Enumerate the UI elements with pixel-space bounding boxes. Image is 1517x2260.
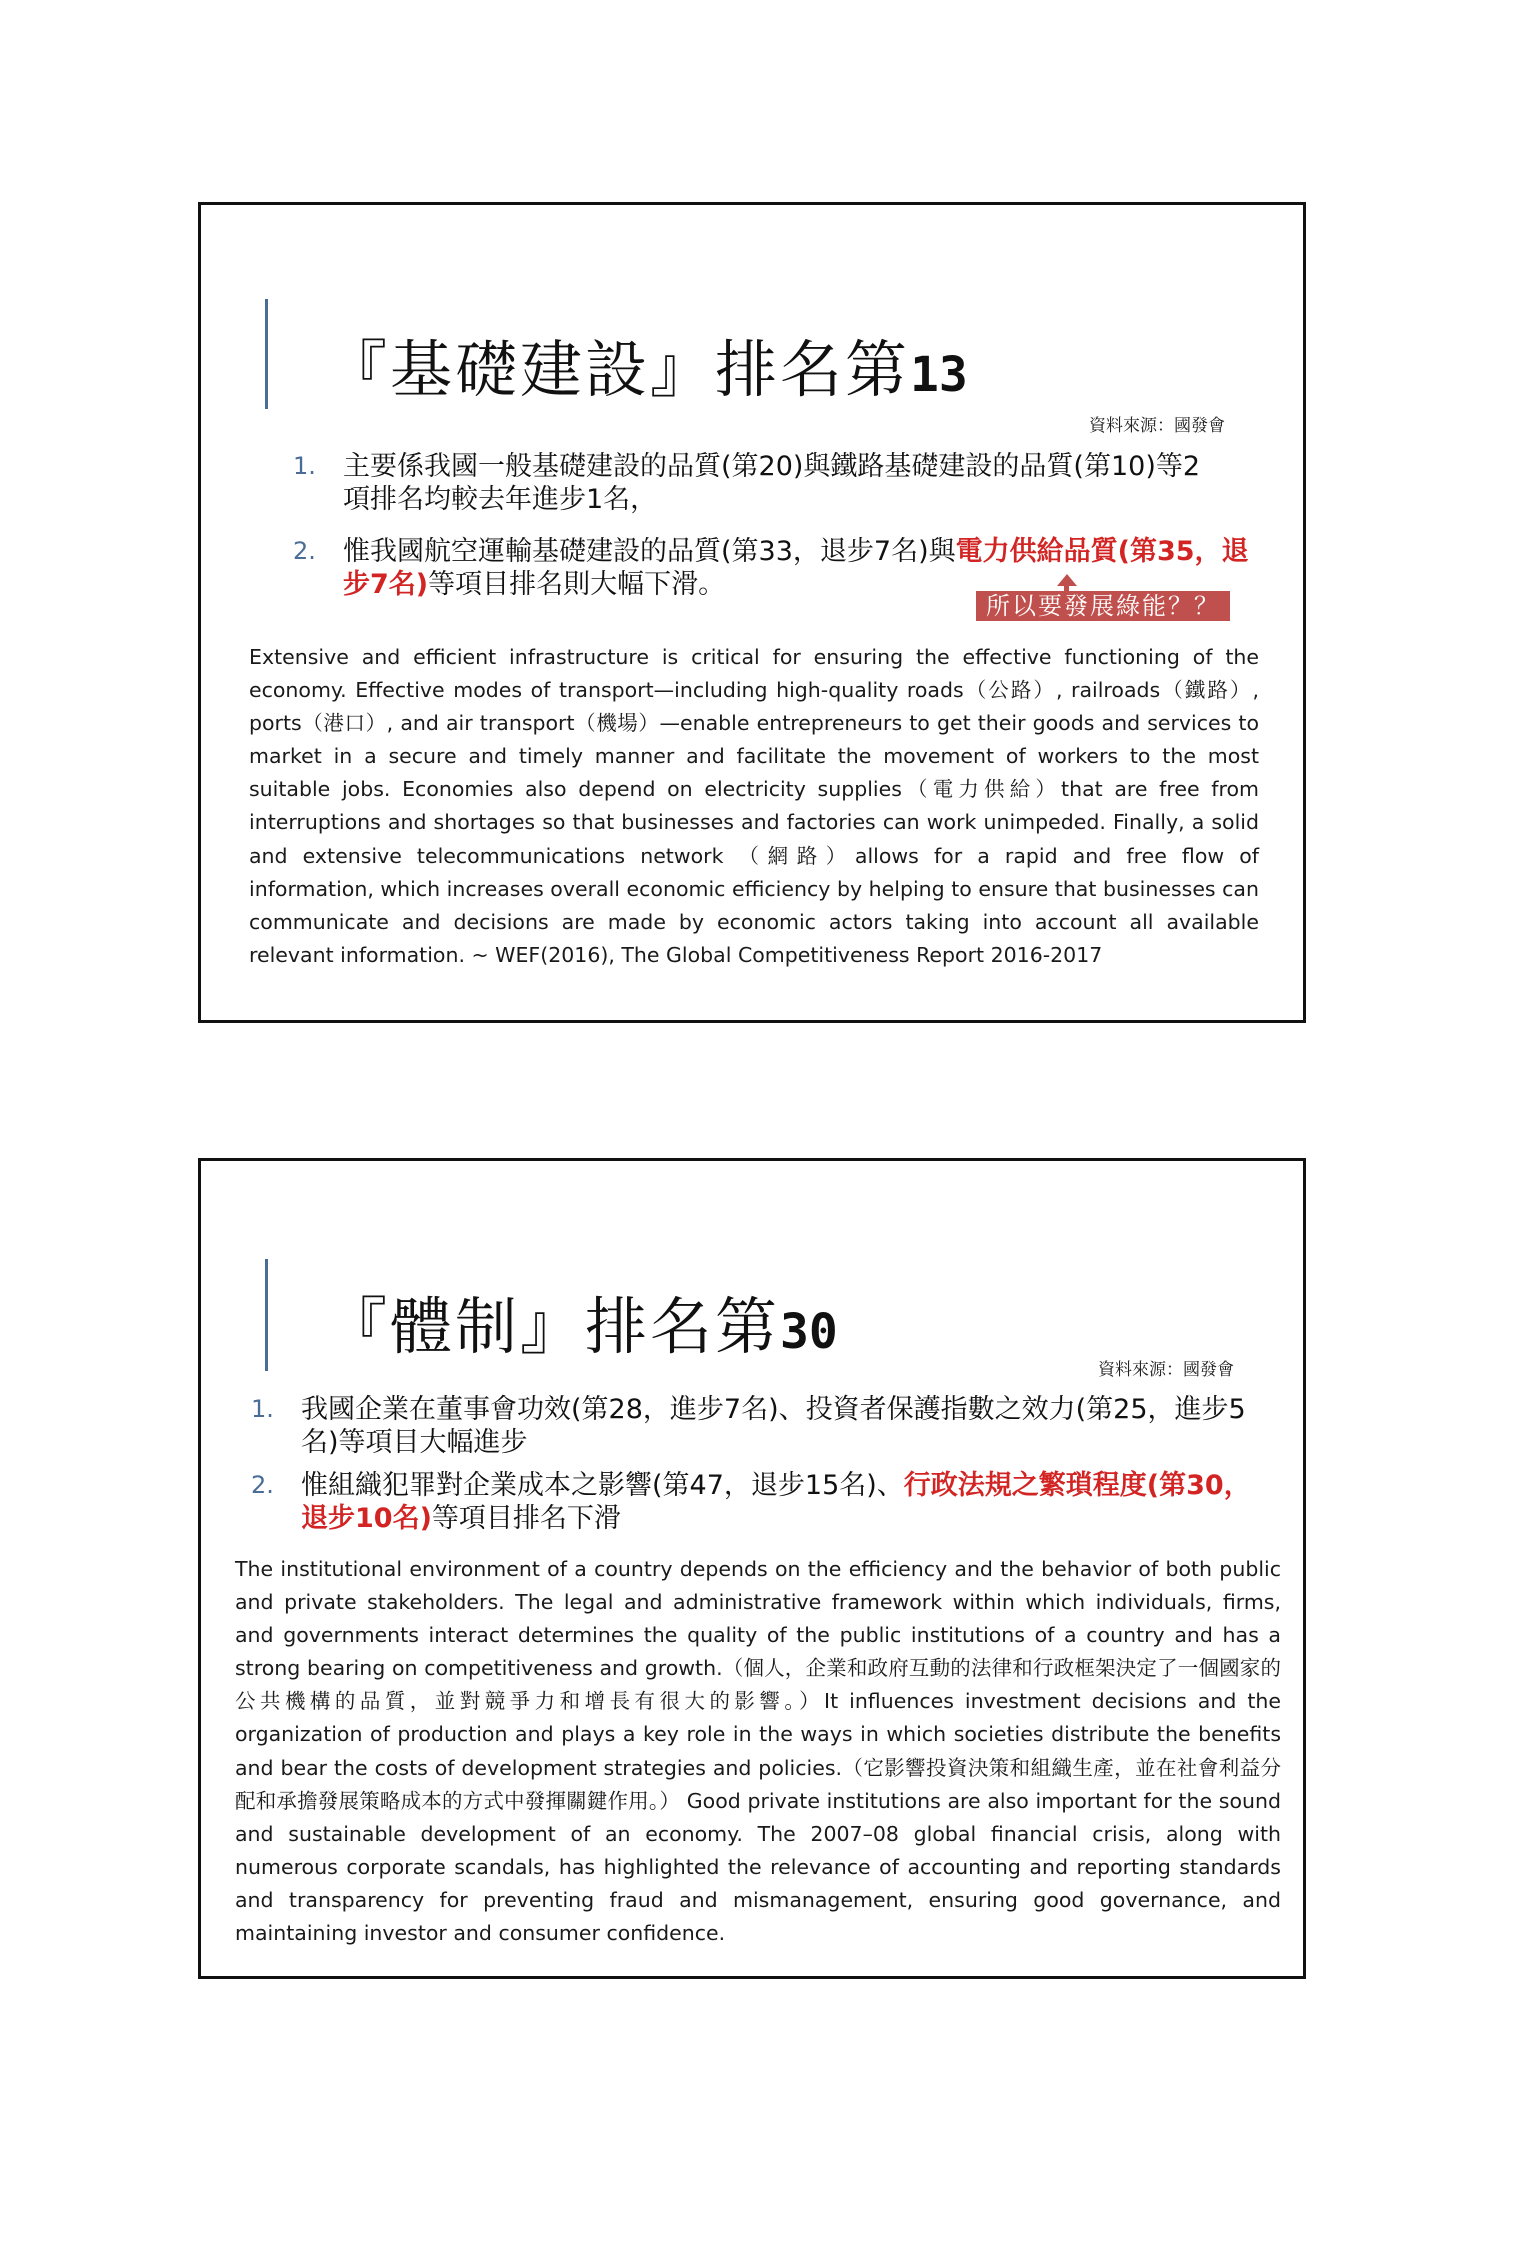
source-note: 資料來源：國發會 <box>1098 1360 1234 1380</box>
list-item <box>293 450 1223 516</box>
slide-title <box>325 1277 838 1366</box>
body-paragraph: Extensive and efficient infrastructure is critical for ensuring the effective functioning of the economy. Effective modes of transport—including high-quality roads（公路）, railroads（鐵路）, ports（港口）, and air transport（機場）—enable entrepreneurs to get their goods and services to market in a secure and timely manner and facilitate the movement of workers to the most suitable jobs. Economies also depend on electricity supplies（電力供給）that are free from interruptions and shortages so that businesses and factories can work unimpeded. Finally, a solid and extensive telecommunications network （網路）allows for a rapid and free flow of information, which increases overall economic efficiency by helping to ensure that businesses can communicate and decisions are made by economic actors taking into account all available relevant information. ~ WEF(2016), The Global Competitiveness Report 2016-2017 <box>249 645 1259 967</box>
list-item-text-tail: 等項目排名則大幅下滑。 <box>428 569 726 600</box>
highlight-text: 行政法規之繁瑣程度(第30，退步10名) <box>301 1470 1251 1534</box>
list-item-text: 惟組織犯罪對企業成本之影響(第47，退步15名)、 <box>301 1470 904 1501</box>
list-item-text: 我國企業在董事會功效(第28，進步7名)、投資者保護指數之效力(第25，進步5名)等項目大幅進步 <box>301 1394 1246 1458</box>
list-item-text: 惟我國航空運輸基礎建設的品質(第33，退步7名)與 <box>343 536 956 567</box>
list-item-number: 2. <box>293 537 316 565</box>
title-text: 『基礎建設』排名第 <box>325 333 911 406</box>
title-number: 13 <box>910 347 968 403</box>
list-item-number: 1. <box>293 452 316 480</box>
list-item <box>251 1469 1261 1535</box>
slide-infrastructure <box>198 202 1306 1023</box>
list-item-text: 主要係我國一般基礎建設的品質(第20)與鐵路基礎建設的品質(第10)等2項排名均較去年進步1名， <box>343 451 1201 515</box>
list-item-number: 1. <box>251 1395 274 1423</box>
list-item <box>251 1393 1261 1459</box>
title-number: 30 <box>780 1304 838 1360</box>
title-accent-bar <box>265 1259 268 1371</box>
title-accent-bar <box>265 299 268 409</box>
list-item-text-tail: 等項目排名下滑 <box>431 1503 621 1534</box>
title-text: 『體制』排名第 <box>325 1290 781 1363</box>
slide-title <box>325 320 968 409</box>
list-item-number: 2. <box>251 1471 274 1499</box>
source-note: 資料來源：國發會 <box>1089 416 1225 436</box>
highlight-text: 電力供給品質(第35，退步7名) <box>343 536 1249 600</box>
slide-institutions <box>198 1158 1306 1979</box>
callout-arrow-icon <box>1057 574 1077 586</box>
body-paragraph: The institutional environment of a country depends on the efficiency and the behavior of both public and private stakeholders. The legal and administrative framework within which individuals, firms, and governments interact determines the quality of the public institutions of a country and has a strong bearing on competitiveness and growth.（個人，企業和政府互動的法律和行政框架決定了一個國家的公共機構的品質，並對競爭力和增長有很大的影響。）It influences investment decisions and the organization of production and plays a key role in the ways in which societies distribute the benefits and bear the costs of development strategies and policies.（它影響投資決策和組織生產，並在社會利益分配和承擔發展策略成本的方式中發揮關鍵作用。） Good private institutions are also important for the sound and sustainable development of an economy. The 2007–08 global financial crisis, along with numerous corporate scandals, has highlighted the relevance of accounting and reporting standards and transparency for preventing fraud and mismanagement, ensuring good governance, and maintaining investor and consumer confidence. <box>235 1557 1281 1946</box>
callout-box: 所以要發展綠能？？ <box>976 591 1230 621</box>
